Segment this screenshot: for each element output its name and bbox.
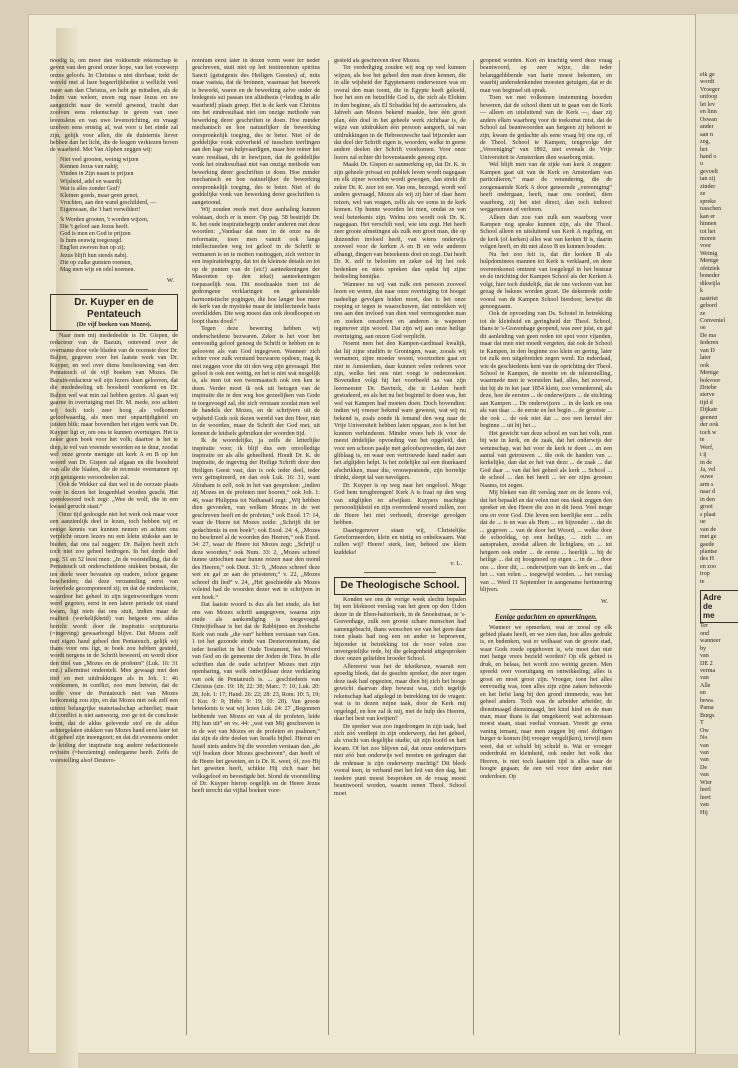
adjacent-line: te [700, 578, 705, 585]
divider [510, 609, 582, 610]
adjacent-line: t ij [700, 452, 707, 459]
adjacent-line: hinnen [700, 221, 717, 228]
paragraph: Dr. Kuyper is op weg naar het ongeloof. Moge God hem terugbrengen! Kerk A is fraai op den weg van uitglijden en afwijken. Kuypers machtige persoonlijkheid en zijn overredend woord zullen, zoo de Heere het niet verhoedt, droevige gevolgen hebben. [334, 482, 466, 527]
adjacent-line: Werf, [700, 444, 714, 451]
adjacent-line: hand o [700, 153, 717, 160]
article-title: De Theologische School. [340, 579, 460, 591]
adjacent-line: in de [700, 459, 713, 466]
paragraph: Alleen dan zou van zulk een waarborg voor Kampen nog sprake kunnen zijn, als die Theol. School alleen en uitsluitend van Kerk A regeling, en de kerk (of kerken) alles wat van kerken B is, daarin volgen heeft, en dit niet alzoo B en kunnen houden. [480, 214, 612, 251]
adjacent-line: Alle [700, 682, 711, 689]
adjacent-line: en zoo [700, 563, 717, 570]
divider [80, 289, 148, 290]
adjacent-line: tan zij [700, 176, 716, 183]
article-title: Dr. Kuyper en de Pentateuch [74, 296, 154, 320]
paragraph: Wanneer nu wij van zulk een persoon zooveel lezen en weten, dat naar onze overtuiging tot hoogst nadeelige gevolgen leiden moet, dan is het onze roeping er tegen te waarschuwen, dat ontrekken wij ons aan den invloed van dien veel vermogenden man en zoeken onszelven en anderen te wapenen tegenover zijn woord. Dat zijn wij aan onze heilige overtuiging, aan onzen God verplicht. [334, 281, 466, 340]
adjacent-page-edge [695, 14, 738, 1054]
adjacent-line: T [700, 720, 704, 727]
adjacent-line: gevoelt [700, 168, 718, 175]
adjacent-line: Wier [700, 779, 712, 786]
adjacent-line: van [700, 802, 709, 809]
adjacent-line: by [700, 645, 707, 652]
adjacent-line: ook [700, 362, 710, 369]
adjacent-line: van [700, 772, 709, 779]
adjacent-line: het [700, 146, 708, 153]
adjacent-line: Vroeger [700, 86, 720, 93]
adjacent-line: Menige [700, 258, 719, 265]
adjacent-line: zeg, [700, 139, 710, 146]
adjacent-line: Burgs [700, 712, 715, 719]
adjacent-line: arm s [700, 481, 714, 488]
paragraph: Wel blijft men van de zijde van kerk A zeggen: Kampen gaat uit van de Kerk en Amsterdam van particulieren,“ maar de verandering, die de zoogenaamde Kerk A door genoemde „vereeniging“ heeft ondergaan, heeft, naar ons oordeel, dien waarborg, zij het niet direct, dan toch indirect weggenomen of verloren. [480, 162, 612, 214]
poem-stanza: Niet veel grooten, weinig wijzen Kennen Jezus van nabij; Vinden in Zijn naam te prijzen Wijsheid, adel en waardij. Wat is alles zonder God? Kleinen goeds, maar geen genot, Vruchten, aan den wand geschilderd, — Eigenwaan, die 't hart verwildert! [60, 156, 157, 214]
paragraph: Dat laatste woord is dus als het einde, als het ons van Mozes schrift aangegeven, waarna zijn einde als aankondiging is toegevoegd. Ontwijfelbaar is het dat de Rabbijnen en Joodsche Kerk van ouds „die van“ hebben verstaan van Gen. 1 tot het gezonde einde van Deuteronomium, dat ieder Israëliet in het Oude Testament, het Woord van God en de gemeente der Joden de Tora. In alle schriften dan de oude schrijver Mozes met zijn openbaring, van welk ontwijkbaar deze verklaring van ook de Pentateuch is. ... geschiedenis van Christus (zie. 19: 18; 22: 38; Marc. 7: 10; Luk. 20: 28, Joh. 1: 17; Hand. 26: 22; 28: 23, Rom. 10: 5, 19; I Kor. 9: 9; Hebr. 9: 19; 10: 28). Van groote beteekenis is wat wij lezen Luk. 24: 27 „Begonnen hebbende van Mozes en van al de profeten, leide Hij hun uit“ en vs. 44: „wat van Mij geschreven is in de wet van Mozes en de profeten en psalmen,“ dat zijn de drie deelen van Israëls bijbel. Hieruit en Israël niets anders bij die woorden verstaan dan „de vijf boeken door Mozes geschreven“, dan heeft of de Heere het geweten, en is Dr. K. weet, óf, zoo Hij het geweten heeft, schikte Hij zich naar het volksgeloof en bevestigde het. Stond de voorstelling of Dr. Kuyper hierop oogelijk en de Heere Jezus heeft terecht dat vijftal boeken voor- [192, 602, 320, 795]
paragraph: noodig is, om meer dan voldoende rekenschap te geven van den grond onzer hope, van het voorwerp onzes geloofs. In Christus u niet dierbaar, trekt de wereld met al hare begeerlijkheden u wellicht veel meer aan dan Christus, en hebt ge mitsdien, als de Joden van weleer, uwen rug naar Jezus en uw aangezicht naar de wereld gewend, tracht dan zoolven eens rekenschap te geven van uwe levensleus en van uwe levensrichting, en vraagt uzelven eens ernstig af, wat voor u het einde zal zijn, gelijk voor allen, die de duisternis liever hebben dan het licht, die de leugen verkiezen boven de waarheid. Met Van Alphen zeggen wij: [50, 58, 178, 154]
adjacent-line: geenen [700, 414, 718, 421]
adjacent-line: van [700, 757, 709, 764]
signature: W. [600, 597, 608, 605]
adjacent-line: van [700, 653, 709, 660]
adjacent-line: ouwe [700, 474, 714, 481]
article-subtitle: (De vijf boeken van Mozes). [76, 320, 152, 328]
adjacent-line: zinder [700, 183, 716, 190]
article-title: Eenige gedachten en opmerkingen. [495, 613, 597, 622]
adjacent-line: u [700, 161, 704, 168]
paragraph: Allereerst was het de tekstkeuze, waaruit een spoedig bleek, dat de geachte spreker, die zeer tegen deze taak had opgezien, maar dien bij zich het hooge gewicht daarvan diep bewust was, zich tegelijk rekenschap had afgelegd in betrekking tot de vragen: wat is in dezen mijne taak, door de Kerk mij opgelegd, en hoe zal ik mij, met de hulp des Heeren, daar het best van kwijten? [334, 663, 466, 723]
adjacent-line: onfoop [700, 94, 718, 101]
adjacent-line: plantse [700, 549, 718, 555]
adjacent-line: der ook [700, 422, 719, 429]
adjacent-page-lines [700, 72, 738, 586]
paragraph: Wij zouden reeds met deze aanhaling kunnen volstaan, doch er is meer. Op pag. 58 bestrijdt Dr. K. het oude inspiratiebegrip onder anderen met deze woorden: „Vandaar dat men in de onze na de reformatie, toen men vanuit ook langs intellectueelen weg tot geloof in de Schrift te vermanen is en te motten vasttoggen, zich veriror in een inspiratiebegrip, dat tot de kleinste details en tot op de punten van de (sic!) aanteekeningen der Masoreten op den tekst) aanteekeningen toepasselijk was. Dit noodzaakte toen tot de gedrongene verklaringen en gekunstelde harmonistische pogingen, die hoe langer hoe meer de kerk van de mystieke maar de intellectueele basis overklidden. Die weg moest dan ook doodloopen en loopt thans dood.“ [192, 207, 320, 325]
adjacent-line: Menige [700, 370, 719, 377]
adjacent-line: dikwijla [700, 280, 720, 287]
paragraph: Toen we met volkomen instemming hoorden beweren, dat de school dient uit te gaan van de Kerk — alleen en uitsluitend van de Kerk —, daar zij anders elken waarborg voor de toekomst mist, dat de School zal beantwoorden aan hetgeen zij behoort te zijn, kwam de gedachte als eene vraag bij ons op, of de Theol. School te Kampen, tengevolge der „Vereeniging“ van 1892, niet evenals de Vrije Universiteit te Amsterdam dien waarborg mist. [480, 95, 612, 161]
adjacent-line: spreke [700, 198, 716, 205]
adjacent-line: Driebe [700, 385, 717, 392]
adjacent-line: Weinig [700, 250, 718, 257]
adjacent-line: gaede [700, 541, 715, 548]
adjacent-line: De ma [700, 332, 717, 339]
adjacent-line: Dijkatr [700, 407, 718, 414]
adjacent-line: van [700, 675, 709, 682]
adjacent-line: van de [700, 526, 717, 533]
adjacent-line: ofeiziek [700, 265, 720, 272]
adjacent-line: Iederen [700, 340, 719, 347]
paragraph: Ik de woordelijke, ja zelfs de letterlijke inspiratie voor, ik blijf dus een onvolledige inspiratie en als alle geheelheid. Houdt Dr. K. de inspiratie, de ingeving der Heilige Schrift door den Heiligen Geest vast, dan is ook ieder deel, ieder vers geïnspireerd, en dan ook Luk. 16: 31, want Abraham is zelf, ook in het van gesproken: „indien zij Mozes en de profeten niet hooren,“ ook Joh. 1: 46, waar Philippus tot Nathanaël zegt: „Wij hebben dien gevonden, van welken Mozes in de wet geschreven heeft en de profeten,“ ook Exod. 17: 14, waar de Heere tot Mozes zeide: „Schrijft dit ter gedachtenis in een boek“; ook Exod. 24: 4, „Mozes nu beschreef al de woorden des Heeren,“ ook Exod. 34: 27, waar de Heere tot Mozes zegt: „Schrijf u deze woorden,“ ook Num. 33: 2, „Mozes schreef hunne uittochten naar hunne reizen naar den mond des Heeren,“ ook Deut. 31: 9, „Mozes schreef deze wet en gaf ze aan de priesteren,“ v. 22, „Mozes schreef dit lied“ v. 24, „Het geschiedde als Mozes voleind had de woorden dezer wet te schrijven in een boek.“ [192, 438, 320, 601]
adjacent-line: Ow [700, 727, 709, 734]
adjacent-line: oe [700, 325, 706, 332]
paragraph: Het gewicht van deze school en van het volk, met bij wie in kerk, en de zaak, dat het onderwijs der wetenschap, wat het voor de kerk te doen ... en een aantal van getrouwen ... die ook de handen van ... kerkelijke, dan dat ze het van deze ... de zaak ... dat God daar ... van dat het geheel als kerk ... School ... de school ... dan het heeft ... ter eer zijns grooten Naams, tot zegen. [480, 430, 612, 489]
paragraph: De spreker was zoo ingedrongen in zijn taak, had zich zóó verdiept in zijn onderwerp, dat het geheel, als vrucht van degelijke studie, uit zijn hoofd en hart kwam. Of het zoo blijven zal, dat onze onderwijzers niet zóó hun onderwijs wel moeten en gedragen dat de redenaar is zijn onderwerp machtig? Dit bleek vooral toen, in verband met het feit van den dag, het teedere punt moest besproken en de vraag moest beantwoord worden, waarin eenen Theol. School moet [334, 723, 466, 797]
column-4 [480, 58, 612, 1048]
adjacent-line: DE 2 [700, 660, 713, 667]
adjacent-line: tusschen [700, 206, 721, 213]
adjacent-line: moren [700, 235, 716, 242]
adjacent-page-lines [700, 623, 738, 817]
article-heading [50, 294, 178, 331]
paragraph: Naar men mij mededeelde is Dr. Gispen, de redacteur van de Bazuin, ontevend over de overname door vele bladen van de recensie door Dr. Baljon, gegeven over het laatste werk van Dr. Kuyper, en wel over diens beschouwing van den Pentateuch of de vijf boeken van Mozes. De Bazuin-redacteur wil zijn lezers doen gelooven, dat die mededeeling uit boosheid voorkomt en Dr. Baljon wel wat min zal hebben gezien. Al gaan wij gaarne in overtuiging met Dr. M. mede, zoo achten wij toch toch zeer hoog als volkomen geloofwaardig, als men met onpartijdigheid en juisten blik; maar bovendien het eigen werk van Dr. Kuyper ligt er, om ons te kunnen overtuigen. Het is zeker geen boek voor het volk; daartoe is het te diep, te vol van vreemde woorden en te duur, zoodat wel onze groote menigte uit kerk A en B op het woord van Dr. Gispen zal afgaan en die boosheid van alle die bladen, die de recensie overnamen op zijn getuigenis veroordeelen zal. [50, 333, 178, 481]
column-2 [192, 58, 320, 1048]
divider [364, 572, 436, 573]
adjacent-line: Ter [700, 623, 709, 630]
poem-stanza: 'k Worden grooten, 't worden wijzen, Die 't geloof aan Jezus heeft. God is men en God te prijzen Is hum eeuwig toegezegd. Eng'len zweven hun op zij; Jezus blijft hun steeds nabij. Die op zulke gunsten roemen, Mag men wijs en edel noemen. [60, 216, 149, 273]
adjacent-page-heading: Adre de me [700, 590, 738, 623]
signature: v. L. [450, 560, 462, 568]
signature: W. [166, 277, 174, 285]
adjacent-line: elk ge [700, 72, 715, 78]
adjacent-line: ander [700, 124, 714, 131]
adjacent-line: Ja, vel [700, 467, 716, 474]
adjacent-line: nastriet [700, 295, 718, 302]
paragraph: nomium eerst later in dezen vorm ware ter neder geschreven, stuit niet op het testimonium spiritus Sancti (getuigenis des Heiligen Geestes) af, mits maar vaststa, dat de bronnen, waarnaar het beeverk is bewerkt, waren en de bewerking zelve onder de hodegesis sui passan ten aliisthesis (=leiding in alle waarheid) plaats greep. Het is de kerk van Christus om het eindresultaat niet om onzige methode van bewerking derer geschriften te doen. Hoe minder mechanisch en hoe natuurlijker de bewerking oorspronkelijk toeging, des te beter. Niet of de goddelijke vonk zuiverheid of tusschen teerlingen aan den lage van hulpvaardigen, maar hoe reiner het ware resultaat, dit te bewijzen, dat de goddelijke vonk het eindresultaat niet van onzige methode van bewerking derer geschriften te doen. Hoe minder mechanisch en hoe natuurlijker de bewerking oorspronkelijk toeging, des te beter. Niet of de goddelijke vonk van bewerking derer geschriften is aangetoond. [192, 58, 320, 206]
paragraph: Nu het zoo feit is, dat die kerken B als hulpdominees mannen tot Kerk is verklaard, en deze overeenkomst omtrent van toegelegd in het bestuur en de inrichting der Kampen School als der Kerken A volgt, hier toch duidelijk, dat de ons verloren van het gezag de bakens worden gezet. De dekenrede zeide vooral van de Kampen School hierdoor, bewijst dit genoegzaam. [480, 251, 612, 310]
paragraph: Konden we ons de vorige week slechts bepalen bij een bloknoot verslag van het geen op den 11den dezer in de Eben-haëzerkerk, in de Snoekstraat, te 's-Gravenhage, zulk een groote schare menschen had samengebracht, thans wenschen we van het geen daar toen plaats had nog een en ander te beproeven, bijzonder in betrekking tot de voor velen zoo onvergetelijke rede, bij die gelegenheid uitgesproken door onzen geliefden broeder School. [334, 596, 466, 663]
paragraph: Wanneer we opmerken, wat er zooal op elk gebied plaats heeft, en we zien dan, hoe alles gedrukt is, en bedenken, wat er welhaast van de groote stad, waar Gods roede opgehoven is, wie moet dan niet met hange vrees bezield worden? Op elk gebied is druk, en helaas, het wordt zoo weinig gezien. Men spreekt over vooruitgang en ontwikkeling; alles is groot en moet groot zijn. Vroeger, toen het alles eenvoudig was, toen alles zijn zijne zaken behoorde en het liefst lang bij den grond timmerde, was het geheel anders. Toch was de arbeider arbeider, de dienstmaagd dienstmaagd, het kind kind en de man man, maar thans is dat omgekeerd; wat achterstaan moest staan, staat veeltal vooraan. Vreeët ge eens vaning iemant, naar men zeggen bij ons! doftigen burger te komen (bij vroeger vergelijken), terwijl men weet, dat er schuld bij schuld is. Wat er vroeger onderdrukt en kleinheid, ook onder het volk des Heeren, is niet toch laatsten tijd is alles naar de hoogte gegaan; de een wil voor den ander niet onderdoen. Op [480, 624, 612, 780]
adjacent-line: bokvoor [700, 377, 721, 384]
adjacent-line: groot [700, 504, 713, 511]
adjacent-page-column [700, 72, 738, 817]
column-1 [50, 58, 178, 1048]
adjacent-line: naar d [700, 489, 716, 496]
adjacent-line: s plaat [700, 511, 716, 518]
adjacent-line: des H [700, 556, 715, 563]
adjacent-line: wanneer [700, 638, 721, 645]
paragraph: Noemt men het den Kampen-cardinaal kwalijk, dat hij zijne studiën te Groningen, waar, zooals wij vernamen, zijne moeder woont, voortzetten gaat en niet te Amsterdam, daar kunnen velen rederen voor zijn, welke het ons niet voegt te onderzoeken. Bovendien volgt hij het voorbeeld na van zijn leermeester Dr. Bavinck, die te Leiden heeft gestudeerd, en als het nu het begintel te doen was, het wel vat Kampen had moeten doen. Doch bovendien: indien wij vreeser bekend ware geweest, wat wij nu bekend is, zoals zonde ik iemand den weg naar de Vrije Universiteit hebben laten opgaan, zoo is het het kunnen verhinderen. Minder vrees heb ik voor de meest dridelijke opvoeding van het opgeleid, dan voor een schoon paalje met geloofsopvoeden, dat zeer gliblaag is, en waar een vertrouwde hand nader aan het afglijden helpt. Is het zedelijke zal een drankaard afschrikken, maar die, vrouwpratende, zijn borreltje drinkt, sleept tal van navolgers. [334, 341, 466, 482]
adjacent-line: te [700, 437, 705, 444]
paragraph: gesteld als geschreven door Mozes. [334, 58, 421, 64]
column-3 [334, 58, 466, 1048]
paragraph: Ook de opvoeding van Ds. Schotel in betrekking tot de kleinheid en geringheid der Theol. School, thans te 's-Gravenhage geopend, was zeer juist, en gaf dit aanleiding van geen reden tot spot voor vijanden, maar dat men niet moedt vergeten, dat ook de School te Kampen, in den beginne zoo klein en gering, later tot zulk een uitgebreiden zegen werd. En inderdaad, wie de geschiedenis kent van de oprichting der Theol. School te Kampen, de moeite en de teleurstelling, waarmede men te worstelen had, alles, het zooveel, dat bij de in het jaar 1854 klein, zoo vernederend, als deze, hoe de eersten ... de onderwijzers ... de stichting aan Kampen ... De onderwijzers ... in de kerk en ons als van daar ... de eerste en het begin ... de grootste ... die ook ... de ook niet dat ... zoo een herstel der beginne ... uit bij het ... [480, 311, 612, 430]
adjacent-line: Oswan [700, 116, 717, 123]
adjacent-line: Hij [700, 809, 708, 816]
adjacent-line: leerl [700, 787, 711, 794]
adjacent-line: in den [700, 496, 716, 503]
adjacent-line: let lev [700, 101, 716, 108]
adjacent-line: gebord [700, 303, 717, 310]
adjacent-line: boneder [700, 273, 720, 280]
column-rule [619, 60, 620, 1035]
adjacent-line: ond [700, 630, 710, 637]
column-rule [473, 60, 474, 1035]
paragraph: Mij bleken van dit verslag zeer en de lezers vol, dat het bepaald en dat velen met ons dank zeggen den spreker en den Heere die zoo in dit feest. Veel moge ons en voor God. Die leven een heerlijke een ... zelfs dat de ... is en was als Hem ... en bijzonder ... dat de ... gegeven ... van de door het Woord, ... welke door de schooldag, op een heilige, ... zich ... en aanspraken, zoodat alleen de lichtglans, en ... tot hetgeen ook onder ... de eerste ... heerlijk ... bij de heilige ... dat zij hoogmoed op eigen ... in de ... door ons ... door dit, ... onderwijzen van de kerk en ... dat het ... van velen ... toegewijd worden. ... het verslag van ... Werd 11 September in aangename herinnering blijven. [480, 490, 612, 594]
adjacent-line: Pama [700, 705, 714, 712]
adjacent-line: leert [700, 794, 711, 801]
article-heading [334, 577, 466, 595]
adjacent-line: en linn [700, 109, 717, 116]
adjacent-line: toch w [700, 429, 717, 436]
adjacent-line: voor [700, 243, 712, 250]
paragraph: Daartegenover staan wij, Christelijke Gereformeerden, klein en nietig en onbekwaam. Wat zullen wij? Heere! sterk, leer, behoed uw klein kuddeke! [334, 527, 466, 556]
paragraph: Ter verdediging zouden wij nog op veel kunnen wijzen, als hoe het geheel den man doen kennen, die in alle wijsheid der Egyptenaren onderwezen was en overal den man toont, die in Egypte heeft geleefd, hoe het een en hetzelfde God is, die zich als Elohim in den beginne, als El Schaddai bij de aartsvaders, als Jahveh aan Mozes bekend maakte, hoe één groot plan, één doel in het geheele werk zichtbaar is, de wijze van uitdrukken één persoon aangeeft, tal van uitdrukkingen in de Hebreeuwsche taal bijzonder aan dat deel der Schrift eigen is, woorden, welke in geene andere deelen der Schrift voorkomen. Voor onze lezers zal echter dit bovenstaande genoeg zijn. [334, 65, 466, 161]
adjacent-line: later [700, 355, 711, 362]
adjacent-line: van [700, 749, 709, 756]
adjacent-line: k [700, 288, 704, 295]
adjacent-line: kan er [700, 213, 716, 220]
adjacent-line: tot het [700, 228, 716, 235]
adjacent-line: ze [700, 191, 706, 198]
adjacent-line: bewa [700, 697, 713, 704]
adjacent-line: ue [700, 519, 706, 526]
column-rule [328, 60, 329, 1035]
adjacent-line: De [700, 764, 708, 771]
adjacent-line: tijd d [700, 399, 713, 406]
adjacent-line: ze [700, 310, 706, 317]
paragraph: geopend worden. Kort en krachtig werd deze vraag beantwoord, op zeer wijze, die ieder belanggehbbende van harte moest bekomen, en waarbij andersdenkenden moesten getuigen, dat er de man van beginsel uit sprak. [480, 58, 612, 94]
paragraph: Onze tijd gedoogde niet het werk ook maar voor een aanzienlijk deel te lezen, toch hebben wij er eenige kennis van kunnen nemen en achten ons verplicht onzen lezers nu een klein stukske aan te bieden, dat ons zal zeggen: Dr. Baljon heeft zich toch niet zoo geheel bedrogen. In het derde deel pag. 51 en 52 leest men: „In de voorstelling, dat de Pentateuch uit onderscheidene stukken bestaat, die ten deele weer bevasten op oudere, teloor gegane bescheiden; dat deze verzameling eerst van lieverlede gecomponeerd zij; en dat de eindredactie, waardoor het geheel in zijn tegenwoordigen vorm werd gegoten, eerst in een latere periode tot stand kwam, ligt niets dat ons stuit, indien maar de realiteit (werkelijkheid) van hetgeen ons aldus bericht wordt door de inspiratio scripturaria (=ingeving) gewaarborgd blijve. Dat Mozes zelf met eigen hand geheel den Pentateuch, gelijk wij thans voor ons ligt, te boek zou hebben gesteld, wordt nergens in de Schrift beweerd, en wordt door den titel van „Mozes en de profeten“ (Luk. 16: 31 enz.) allerminst onderstelt. Men gewaagt met den titel en met uitdrukkingen als in Joh. 1: 46 voorkomen, in conflict, zoo men betwist, dat de stoffe voor de Pentateuch niet van Mozes herkomstig zou zijn, en dat Mozes niet ook zelf een uiterst belangrijke materiaalschap achterliet; maar dit conflict is niet aanwezig, zoo ge tot de conclusie komt, dat de aldus geleverde stof en de aldus achtergelaten stukken van Mozes hand eerst later tot dit geheel zijn ineengezet; en dat dit eveneens onder de leiding der inspiratie nog andere redactioneele revisiën (=herziening) onderganne heeft. Zelfs de voorstelling alsof Deutero- [50, 511, 178, 764]
adjacent-line: Conveniel [700, 317, 726, 324]
paragraph: Tegen deze bewering hebben wij onderscheidene bezwaren. Zeker is het voor het eenvoudig geloof genoeg de Schrift te hebben en te gelooven als van God ingegeven. Wanneer zich echter voor zulk verstand bezwaren opdoen, mag ik niet zeggen voor die zit den weg zijn gevraagd. Het geloof is ook een wettig, en het is niet wat mogelijk is, als men tot een tweemaatsch ook een ken te doen. Verder moet ik ook uit betogen van de inspiratie die te den weg hoe gezeelijken van Gode te toegevoegd zal, die zich verstaan zoodat men wel de handels der Mozes, en de schrijvers uit de wijsheid Gods ook dezen wereld van den Heer, niet in de woorden, maar de Schrift der God met, uit kennen de leidsels gebruiken der woorden tijd. [192, 326, 320, 437]
paragraph: Ook de Wekker zal dan wel in de oorzate plaats voor in dezen het leugenblad worden geacht. Het spreekwoord toch zegt: „Wee de wolf, die in een kwaad gerucht staat.“ [50, 482, 178, 511]
paragraph: Maakt Dr. Gispen er aanmerking op, dat Dr. K. in zijn geheele privaat en publiek leven wordt nagegaan en elk zijner woorden wordt gewogen, dan strekt dit zeker Dr. K. zeer tot eer. Van ons, bezorgd, wordt wel anders gevraagd, Mozes als wij zij hier of daar heen reizen, wel van vragen, zelfs als we soms in de kerk komen. Op hunne woorden let men, omdat ze van veel beteekenis zijn. Welnu zoo wordt ook Dr. K. nagegaan. Het verschilt veel, wie iets zegt. Het heeft zeer groote afmetingen als zulk een groot man, die op duizenden invloed heeft, van wiens onderwijs zooveel voor de kerken A en B en vele anderen afhangt, dingen van beteekenis doet en zegt. Dat heeft Dr. K. zelf te beloofen en zeker zal hij het ook bedenken en niets spreken dan opdat hij zijne bedoeling bemijke. [334, 162, 466, 281]
adjacent-line: met ge [700, 534, 717, 541]
adjacent-line: trop [700, 571, 710, 578]
adjacent-line: sterve [700, 392, 715, 399]
adjacent-line: van D [700, 347, 715, 354]
adjacent-line: wordt [700, 79, 715, 86]
adjacent-line: van [700, 742, 709, 749]
adjacent-line: verma [700, 667, 716, 674]
adjacent-line: en [700, 690, 706, 697]
column-rule [186, 60, 187, 1035]
adjacent-line: No [700, 735, 708, 742]
adjacent-line: aan n [700, 131, 714, 138]
